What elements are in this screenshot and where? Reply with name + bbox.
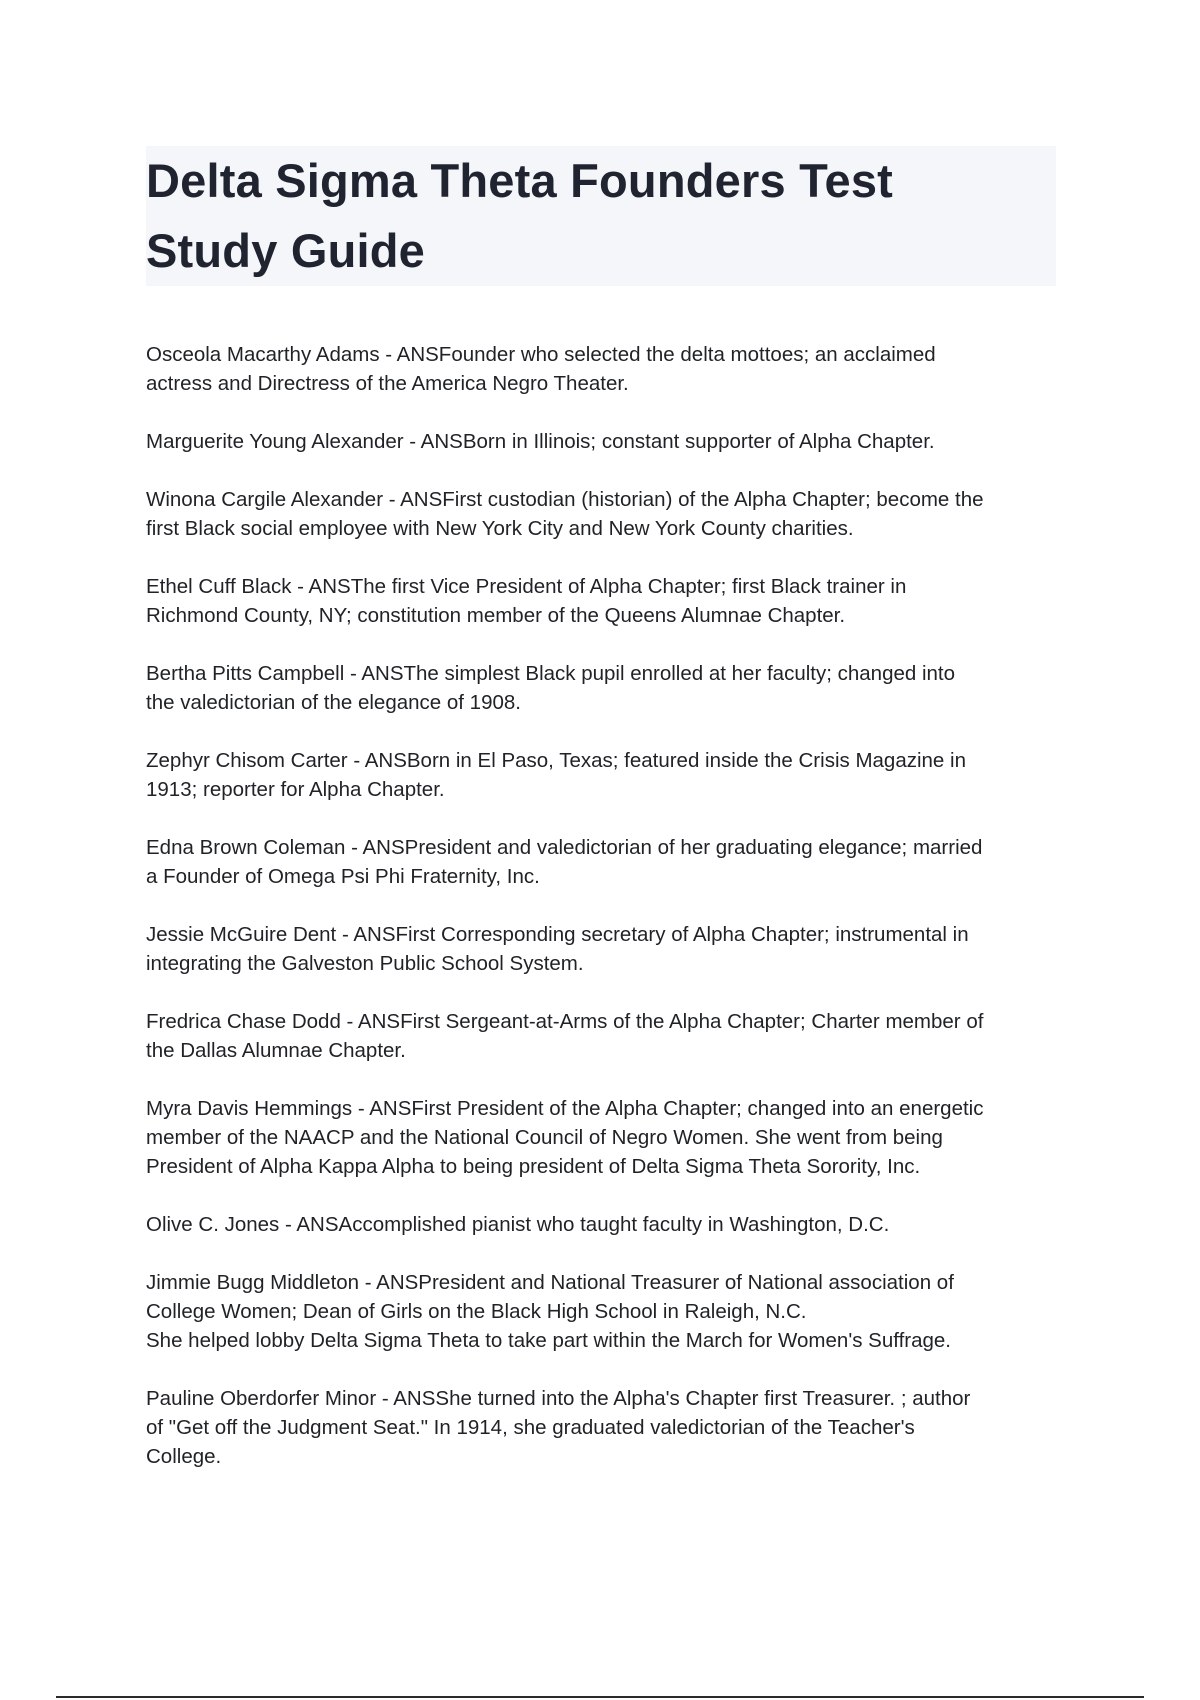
founder-entry <box>146 572 1066 630</box>
document-title <box>146 146 1056 286</box>
founder-entry-line: integrating the Galveston Public School System. <box>146 952 584 975</box>
founder-entry-line: 1913; reporter for Alpha Chapter. <box>146 778 445 801</box>
founder-entry-line: Fredrica Chase Dodd - ANSFirst Sergeant-at-Arms of the Alpha Chapter; Charter member of <box>146 1010 984 1033</box>
founder-entry-line: the Dallas Alumnae Chapter. <box>146 1039 406 1062</box>
founder-entry <box>146 1268 1066 1355</box>
founder-entry-line: She helped lobby Delta Sigma Theta to take part within the March for Women's Suffrage. <box>146 1329 951 1352</box>
founder-entry <box>146 920 1066 978</box>
founder-entry-line: a Founder of Omega Psi Phi Fraternity, Inc. <box>146 865 540 888</box>
founder-entry <box>146 833 1066 891</box>
founder-entry-line: President of Alpha Kappa Alpha to being president of Delta Sigma Theta Sorority, Inc. <box>146 1155 921 1178</box>
founder-entry <box>146 1094 1066 1181</box>
founder-entry-line: Bertha Pitts Campbell - ANSThe simplest Black pupil enrolled at her faculty; changed into <box>146 662 956 685</box>
founder-entry-line: Pauline Oberdorfer Minor - ANSShe turned into the Alpha's Chapter first Treasurer. ; author <box>146 1387 971 1410</box>
founder-entry-line: first Black social employee with New York City and New York County charities. <box>146 517 854 540</box>
founder-entry <box>146 427 1066 456</box>
founder-entry-line: Marguerite Young Alexander - ANSBorn in Illinois; constant supporter of Alpha Chapter. <box>146 430 935 453</box>
founder-entry-line: Jimmie Bugg Middleton - ANSPresident and National Treasurer of National association of <box>146 1271 954 1294</box>
founder-entry-line: the valedictorian of the elegance of 1908. <box>146 691 521 714</box>
page-bottom-divider <box>56 1696 1144 1698</box>
founder-entry <box>146 340 1066 398</box>
founder-entry-line: Richmond County, NY; constitution member of the Queens Alumnae Chapter. <box>146 604 846 627</box>
founder-entry-line: Jessie McGuire Dent - ANSFirst Corresponding secretary of Alpha Chapter; instrumental in <box>146 923 969 946</box>
founder-entry <box>146 746 1066 804</box>
founder-entry-line: Edna Brown Coleman - ANSPresident and valedictorian of her graduating elegance; married <box>146 836 983 859</box>
founder-entry-line: Myra Davis Hemmings - ANSFirst President of the Alpha Chapter; changed into an energetic <box>146 1097 984 1120</box>
founder-entry <box>146 1007 1066 1065</box>
founder-entry-line: Osceola Macarthy Adams - ANSFounder who selected the delta mottoes; an acclaimed <box>146 343 936 366</box>
title-line: Study Guide <box>146 224 425 277</box>
founder-entry <box>146 1210 1066 1239</box>
founder-entry-line: member of the NAACP and the National Council of Negro Women. She went from being <box>146 1126 943 1149</box>
founder-entry-line: actress and Directress of the America Negro Theater. <box>146 372 629 395</box>
founder-entry-line: Zephyr Chisom Carter - ANSBorn in El Paso, Texas; featured inside the Crisis Magazine in <box>146 749 966 772</box>
title-line: Delta Sigma Theta Founders Test <box>146 154 894 207</box>
founder-entry-line: Winona Cargile Alexander - ANSFirst custodian (historian) of the Alpha Chapter; become the <box>146 488 984 511</box>
founder-entry-line: College Women; Dean of Girls on the Black High School in Raleigh, N.C. <box>146 1300 807 1323</box>
founders-list <box>146 340 1066 1500</box>
founder-entry-line: Olive C. Jones - ANSAccomplished pianist who taught faculty in Washington, D.C. <box>146 1213 890 1236</box>
founder-entry-line: College. <box>146 1445 222 1468</box>
founder-entry <box>146 659 1066 717</box>
founder-entry <box>146 1384 1066 1471</box>
founder-entry-line: of "Get off the Judgment Seat." In 1914, she graduated valedictorian of the Teacher's <box>146 1416 915 1439</box>
founder-entry-line: Ethel Cuff Black - ANSThe first Vice President of Alpha Chapter; first Black trainer in <box>146 575 907 598</box>
founder-entry <box>146 485 1066 543</box>
title-block <box>146 146 1056 286</box>
